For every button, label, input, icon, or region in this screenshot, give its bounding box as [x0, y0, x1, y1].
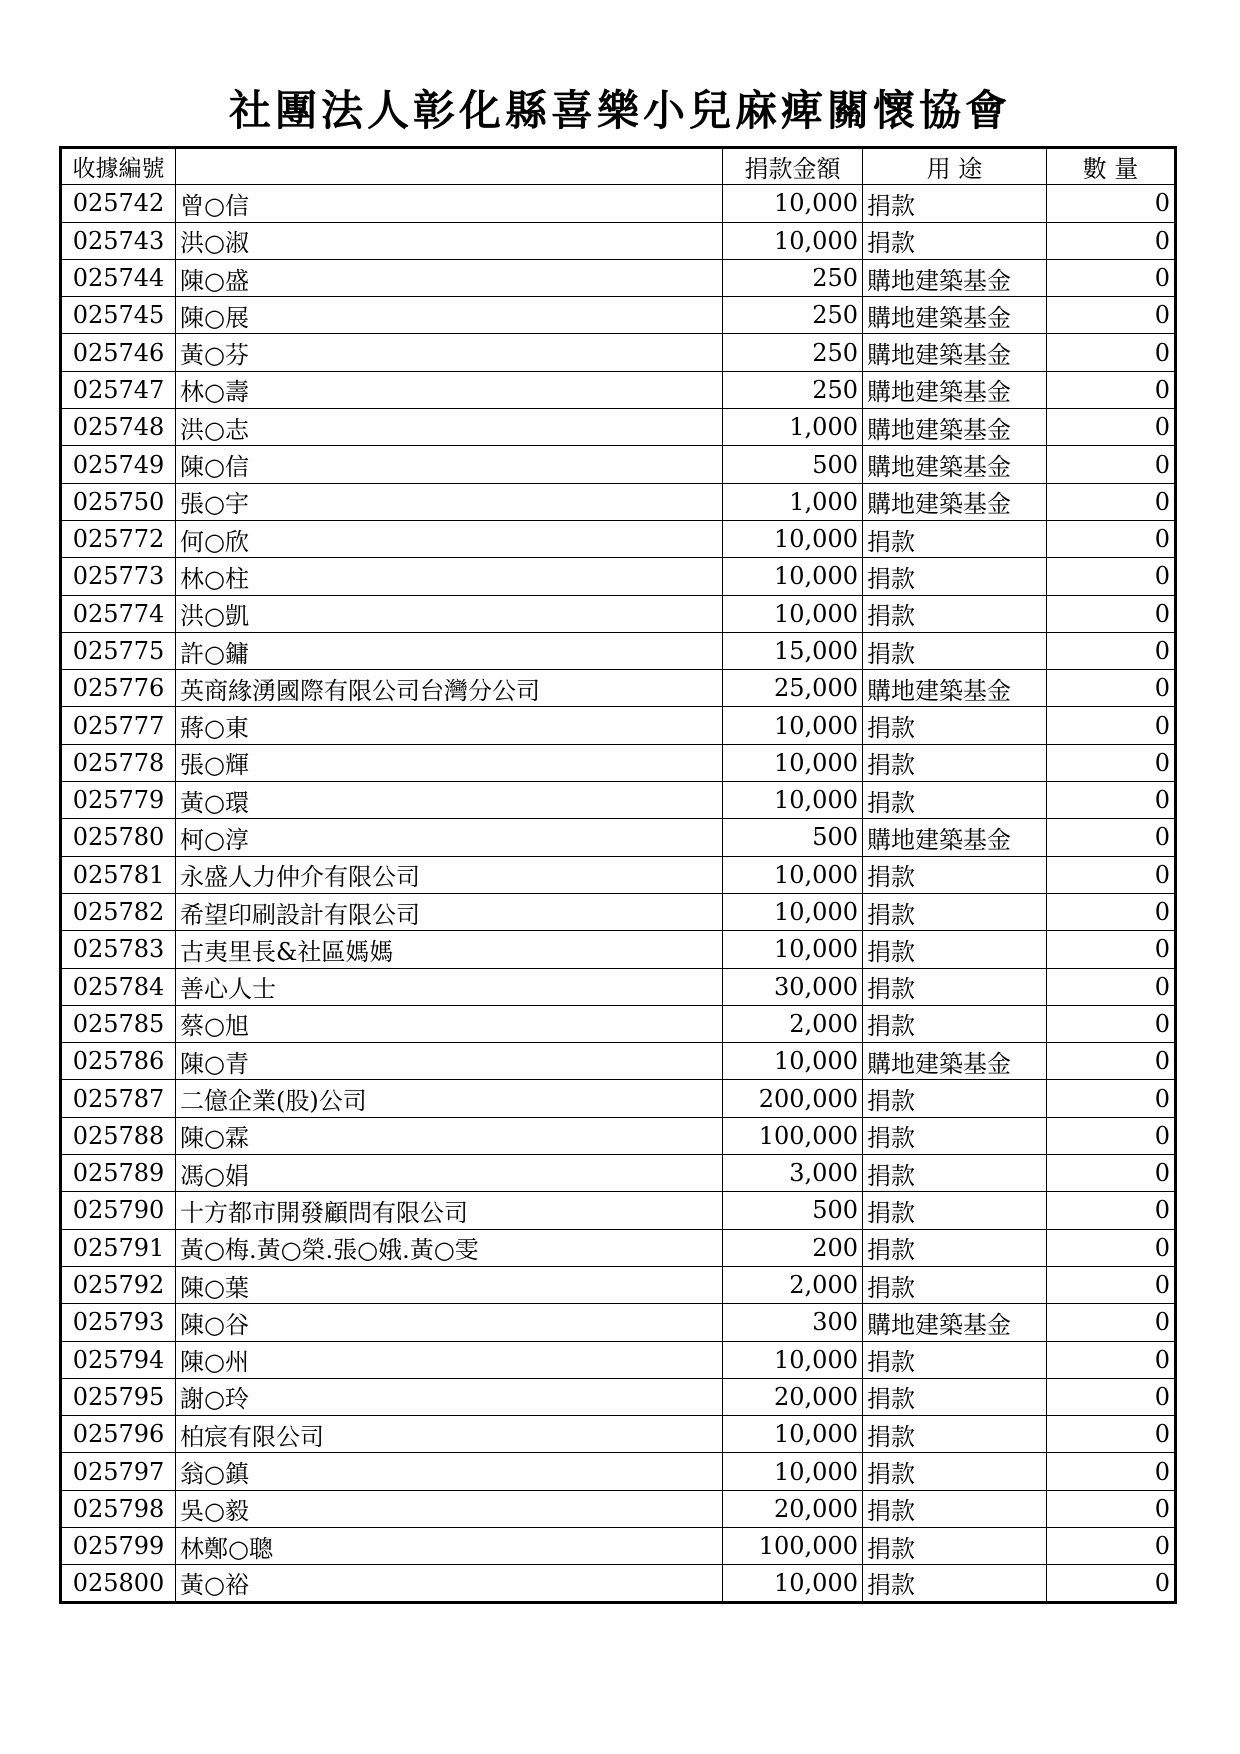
donor-name-cell: 陳○青 [176, 1043, 723, 1080]
amount-cell: 10,000 [723, 1453, 863, 1490]
header-name [176, 148, 723, 185]
purpose-cell: 捐款 [863, 1080, 1047, 1117]
amount-cell: 100,000 [723, 1527, 863, 1564]
table-row [61, 185, 1176, 222]
purpose-cell: 捐款 [863, 1527, 1047, 1564]
quantity-cell: 0 [1047, 259, 1176, 296]
donor-name-cell: 何○欣 [176, 520, 723, 557]
amount-cell: 10,000 [723, 1565, 863, 1602]
quantity-cell: 0 [1047, 446, 1176, 483]
amount-cell: 10,000 [723, 185, 863, 222]
header-amount: 捐款金額 [723, 148, 863, 185]
quantity-cell: 0 [1047, 893, 1176, 930]
amount-cell: 250 [723, 334, 863, 371]
donor-name-cell: 洪○志 [176, 409, 723, 446]
purpose-cell: 捐款 [863, 1005, 1047, 1042]
table-row [61, 1565, 1176, 1602]
donor-name-cell: 永盛人力仲介有限公司 [176, 856, 723, 893]
donor-name-cell: 陳○霖 [176, 1117, 723, 1154]
receipt-no-cell: 025790 [61, 1192, 176, 1229]
quantity-cell: 0 [1047, 520, 1176, 557]
purpose-cell: 捐款 [863, 1229, 1047, 1266]
table-row [61, 1080, 1176, 1117]
amount-cell: 10,000 [723, 595, 863, 632]
receipt-no-cell: 025780 [61, 819, 176, 856]
table-row [61, 1304, 1176, 1341]
purpose-cell: 購地建築基金 [863, 819, 1047, 856]
quantity-cell: 0 [1047, 1304, 1176, 1341]
purpose-cell: 購地建築基金 [863, 1304, 1047, 1341]
purpose-cell: 捐款 [863, 1117, 1047, 1154]
quantity-cell: 0 [1047, 1341, 1176, 1378]
amount-cell: 500 [723, 819, 863, 856]
receipt-no-cell: 025789 [61, 1155, 176, 1192]
amount-cell: 10,000 [723, 782, 863, 819]
quantity-cell: 0 [1047, 707, 1176, 744]
donor-name-cell: 張○宇 [176, 483, 723, 520]
receipt-no-cell: 025748 [61, 409, 176, 446]
amount-cell: 10,000 [723, 893, 863, 930]
amount-cell: 3,000 [723, 1155, 863, 1192]
quantity-cell: 0 [1047, 297, 1176, 334]
receipt-no-cell: 025775 [61, 632, 176, 669]
receipt-no-cell: 025795 [61, 1378, 176, 1415]
table-row [61, 707, 1176, 744]
quantity-cell: 0 [1047, 483, 1176, 520]
quantity-cell: 0 [1047, 1453, 1176, 1490]
table-row [61, 1378, 1176, 1415]
purpose-cell: 捐款 [863, 1565, 1047, 1602]
purpose-cell: 捐款 [863, 707, 1047, 744]
purpose-cell: 捐款 [863, 222, 1047, 259]
donor-name-cell: 吳○毅 [176, 1490, 723, 1527]
purpose-cell: 購地建築基金 [863, 334, 1047, 371]
donor-name-cell: 黃○裕 [176, 1565, 723, 1602]
table-row [61, 1341, 1176, 1378]
table-row [61, 1453, 1176, 1490]
purpose-cell: 捐款 [863, 1155, 1047, 1192]
amount-cell: 500 [723, 1192, 863, 1229]
donor-name-cell: 陳○谷 [176, 1304, 723, 1341]
donor-name-cell: 十方都市開發顧問有限公司 [176, 1192, 723, 1229]
receipt-no-cell: 025783 [61, 931, 176, 968]
quantity-cell: 0 [1047, 185, 1176, 222]
donor-name-cell: 黃○芬 [176, 334, 723, 371]
amount-cell: 10,000 [723, 222, 863, 259]
quantity-cell: 0 [1047, 670, 1176, 707]
donation-table [59, 146, 1177, 1604]
receipt-no-cell: 025781 [61, 856, 176, 893]
purpose-cell: 購地建築基金 [863, 670, 1047, 707]
quantity-cell: 0 [1047, 558, 1176, 595]
donor-name-cell: 柯○淳 [176, 819, 723, 856]
table-row [61, 595, 1176, 632]
amount-cell: 10,000 [723, 520, 863, 557]
purpose-cell: 購地建築基金 [863, 483, 1047, 520]
donor-name-cell: 陳○展 [176, 297, 723, 334]
quantity-cell: 0 [1047, 595, 1176, 632]
quantity-cell: 0 [1047, 632, 1176, 669]
receipt-no-cell: 025792 [61, 1266, 176, 1303]
purpose-cell: 捐款 [863, 185, 1047, 222]
amount-cell: 200 [723, 1229, 863, 1266]
donor-name-cell: 蔣○東 [176, 707, 723, 744]
purpose-cell: 購地建築基金 [863, 1043, 1047, 1080]
table-row [61, 446, 1176, 483]
donor-name-cell: 陳○盛 [176, 259, 723, 296]
donor-name-cell: 黃○環 [176, 782, 723, 819]
amount-cell: 20,000 [723, 1378, 863, 1415]
receipt-no-cell: 025747 [61, 371, 176, 408]
donor-name-cell: 馮○娟 [176, 1155, 723, 1192]
donor-name-cell: 善心人士 [176, 968, 723, 1005]
receipt-no-cell: 025782 [61, 893, 176, 930]
table-row [61, 222, 1176, 259]
quantity-cell: 0 [1047, 1043, 1176, 1080]
amount-cell: 10,000 [723, 744, 863, 781]
header-purpose: 用 途 [863, 148, 1047, 185]
amount-cell: 10,000 [723, 558, 863, 595]
donor-name-cell: 翁○鎮 [176, 1453, 723, 1490]
quantity-cell: 0 [1047, 968, 1176, 1005]
receipt-no-cell: 025797 [61, 1453, 176, 1490]
amount-cell: 1,000 [723, 409, 863, 446]
donor-name-cell: 洪○淑 [176, 222, 723, 259]
receipt-no-cell: 025773 [61, 558, 176, 595]
amount-cell: 250 [723, 297, 863, 334]
table-body [61, 185, 1176, 1602]
table-row [61, 744, 1176, 781]
receipt-no-cell: 025744 [61, 259, 176, 296]
table-row [61, 632, 1176, 669]
table-row [61, 483, 1176, 520]
receipt-no-cell: 025745 [61, 297, 176, 334]
table-row [61, 1192, 1176, 1229]
table-row [61, 1527, 1176, 1564]
quantity-cell: 0 [1047, 931, 1176, 968]
amount-cell: 30,000 [723, 968, 863, 1005]
quantity-cell: 0 [1047, 1117, 1176, 1154]
quantity-cell: 0 [1047, 1266, 1176, 1303]
table-row [61, 520, 1176, 557]
receipt-no-cell: 025794 [61, 1341, 176, 1378]
donor-name-cell: 林鄭○聰 [176, 1527, 723, 1564]
receipt-no-cell: 025779 [61, 782, 176, 819]
donor-name-cell: 柏宸有限公司 [176, 1416, 723, 1453]
donor-name-cell: 許○鏞 [176, 632, 723, 669]
purpose-cell: 捐款 [863, 1378, 1047, 1415]
donor-name-cell: 英商緣湧國際有限公司台灣分公司 [176, 670, 723, 707]
quantity-cell: 0 [1047, 1080, 1176, 1117]
amount-cell: 10,000 [723, 707, 863, 744]
amount-cell: 10,000 [723, 856, 863, 893]
donor-name-cell: 謝○玲 [176, 1378, 723, 1415]
purpose-cell: 購地建築基金 [863, 297, 1047, 334]
donor-name-cell: 洪○凱 [176, 595, 723, 632]
amount-cell: 2,000 [723, 1266, 863, 1303]
amount-cell: 1,000 [723, 483, 863, 520]
receipt-no-cell: 025800 [61, 1565, 176, 1602]
purpose-cell: 捐款 [863, 744, 1047, 781]
quantity-cell: 0 [1047, 334, 1176, 371]
purpose-cell: 捐款 [863, 782, 1047, 819]
receipt-no-cell: 025799 [61, 1527, 176, 1564]
donor-name-cell: 黃○梅.黃○榮.張○娥.黃○雯 [176, 1229, 723, 1266]
receipt-no-cell: 025742 [61, 185, 176, 222]
purpose-cell: 捐款 [863, 632, 1047, 669]
quantity-cell: 0 [1047, 371, 1176, 408]
purpose-cell: 捐款 [863, 968, 1047, 1005]
purpose-cell: 購地建築基金 [863, 259, 1047, 296]
amount-cell: 250 [723, 259, 863, 296]
purpose-cell: 購地建築基金 [863, 446, 1047, 483]
purpose-cell: 捐款 [863, 1490, 1047, 1527]
amount-cell: 10,000 [723, 1416, 863, 1453]
purpose-cell: 捐款 [863, 893, 1047, 930]
table-row [61, 968, 1176, 1005]
receipt-no-cell: 025772 [61, 520, 176, 557]
purpose-cell: 捐款 [863, 558, 1047, 595]
purpose-cell: 捐款 [863, 1192, 1047, 1229]
amount-cell: 250 [723, 371, 863, 408]
purpose-cell: 捐款 [863, 595, 1047, 632]
donor-name-cell: 林○柱 [176, 558, 723, 595]
table-row [61, 558, 1176, 595]
receipt-no-cell: 025793 [61, 1304, 176, 1341]
amount-cell: 10,000 [723, 1341, 863, 1378]
purpose-cell: 捐款 [863, 931, 1047, 968]
quantity-cell: 0 [1047, 744, 1176, 781]
receipt-no-cell: 025743 [61, 222, 176, 259]
quantity-cell: 0 [1047, 1490, 1176, 1527]
receipt-no-cell: 025749 [61, 446, 176, 483]
amount-cell: 15,000 [723, 632, 863, 669]
table-row [61, 371, 1176, 408]
amount-cell: 10,000 [723, 1043, 863, 1080]
donor-name-cell: 二億企業(股)公司 [176, 1080, 723, 1117]
receipt-no-cell: 025786 [61, 1043, 176, 1080]
page-title: 社團法人彰化縣喜樂小兒麻痺關懷協會 [228, 86, 1011, 135]
quantity-cell: 0 [1047, 222, 1176, 259]
receipt-no-cell: 025791 [61, 1229, 176, 1266]
donor-name-cell: 陳○信 [176, 446, 723, 483]
table-row [61, 931, 1176, 968]
amount-cell: 200,000 [723, 1080, 863, 1117]
purpose-cell: 捐款 [863, 1266, 1047, 1303]
table-row [61, 1229, 1176, 1266]
donor-name-cell: 陳○葉 [176, 1266, 723, 1303]
purpose-cell: 捐款 [863, 856, 1047, 893]
receipt-no-cell: 025750 [61, 483, 176, 520]
header-receipt-no: 收據編號 [61, 148, 176, 185]
purpose-cell: 捐款 [863, 1341, 1047, 1378]
quantity-cell: 0 [1047, 1565, 1176, 1602]
table-row [61, 1043, 1176, 1080]
quantity-cell: 0 [1047, 819, 1176, 856]
receipt-no-cell: 025788 [61, 1117, 176, 1154]
table-row [61, 856, 1176, 893]
table-row [61, 1005, 1176, 1042]
donor-name-cell: 張○輝 [176, 744, 723, 781]
donor-name-cell: 陳○州 [176, 1341, 723, 1378]
quantity-cell: 0 [1047, 409, 1176, 446]
table-row [61, 670, 1176, 707]
receipt-no-cell: 025776 [61, 670, 176, 707]
table-row [61, 782, 1176, 819]
table-row [61, 1266, 1176, 1303]
amount-cell: 300 [723, 1304, 863, 1341]
purpose-cell: 捐款 [863, 1453, 1047, 1490]
quantity-cell: 0 [1047, 782, 1176, 819]
quantity-cell: 0 [1047, 1378, 1176, 1415]
table-row [61, 1490, 1176, 1527]
table-header-row [61, 148, 1176, 185]
quantity-cell: 0 [1047, 1527, 1176, 1564]
table-row [61, 893, 1176, 930]
receipt-no-cell: 025796 [61, 1416, 176, 1453]
quantity-cell: 0 [1047, 1416, 1176, 1453]
receipt-no-cell: 025777 [61, 707, 176, 744]
purpose-cell: 購地建築基金 [863, 371, 1047, 408]
receipt-no-cell: 025785 [61, 1005, 176, 1042]
quantity-cell: 0 [1047, 1005, 1176, 1042]
donor-name-cell: 古夷里長&社區媽媽 [176, 931, 723, 968]
purpose-cell: 捐款 [863, 1416, 1047, 1453]
table-row [61, 297, 1176, 334]
donor-name-cell: 曾○信 [176, 185, 723, 222]
table-row [61, 1416, 1176, 1453]
table-row [61, 819, 1176, 856]
table-row [61, 409, 1176, 446]
donor-name-cell: 蔡○旭 [176, 1005, 723, 1042]
table-row [61, 259, 1176, 296]
receipt-no-cell: 025774 [61, 595, 176, 632]
receipt-no-cell: 025798 [61, 1490, 176, 1527]
header-quantity: 數 量 [1047, 148, 1176, 185]
amount-cell: 25,000 [723, 670, 863, 707]
amount-cell: 500 [723, 446, 863, 483]
amount-cell: 20,000 [723, 1490, 863, 1527]
receipt-no-cell: 025746 [61, 334, 176, 371]
receipt-no-cell: 025787 [61, 1080, 176, 1117]
donor-name-cell: 林○壽 [176, 371, 723, 408]
receipt-no-cell: 025784 [61, 968, 176, 1005]
table-row [61, 1117, 1176, 1154]
amount-cell: 10,000 [723, 931, 863, 968]
quantity-cell: 0 [1047, 1192, 1176, 1229]
quantity-cell: 0 [1047, 1155, 1176, 1192]
purpose-cell: 購地建築基金 [863, 409, 1047, 446]
quantity-cell: 0 [1047, 856, 1176, 893]
quantity-cell: 0 [1047, 1229, 1176, 1266]
receipt-no-cell: 025778 [61, 744, 176, 781]
table-row [61, 1155, 1176, 1192]
donor-name-cell: 希望印刷設計有限公司 [176, 893, 723, 930]
amount-cell: 2,000 [723, 1005, 863, 1042]
amount-cell: 100,000 [723, 1117, 863, 1154]
purpose-cell: 捐款 [863, 520, 1047, 557]
table-row [61, 334, 1176, 371]
